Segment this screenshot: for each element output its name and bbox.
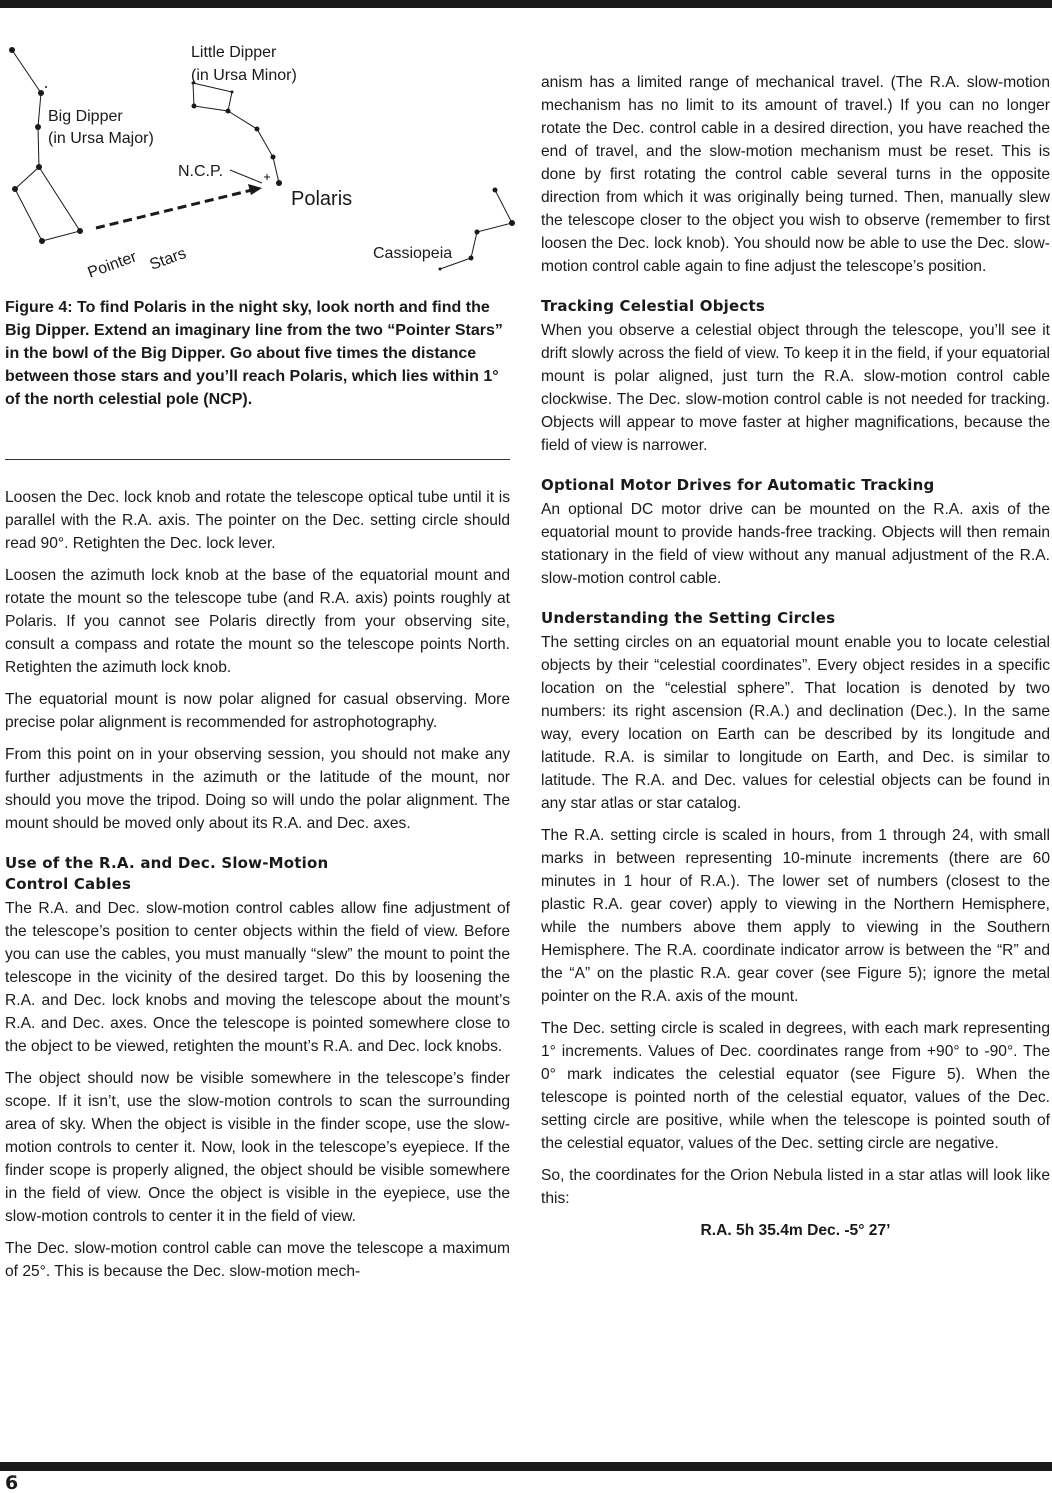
right-column — [541, 71, 1050, 1242]
heading-line-2: Control Cables — [5, 875, 132, 893]
label-little-dipper: Little Dipper — [191, 44, 277, 61]
paragraph: Loosen the azimuth lock knob at the base of the equatorial mount and rotate the mount so the telescope tube (and R.A. axis) points roughly at Polaris. If you cannot see Polaris directly from your observing site, consult a compass and rotate the mount so the telescope points North. Retighten the azimuth lock knob. — [5, 567, 510, 676]
paragraph: The Dec. slow-motion control cable can move the telescope a maximum of 25°. This is because the Dec. slow-motion mech- — [5, 1240, 510, 1280]
paragraph: The setting circles on an equatorial mount enable you to locate celestial objects by their “celestial coordinates”. Every object resides in a specific location on the “celestial sphere”. That location is denoted by two numbers: its right ascension (R.A.) and declination (Dec.). In the same way, every location on Earth can be described by its longitude and latitude. R.A. is similar to longitude on Earth, and Dec. is similar to latitude. The R.A. and Dec. values for celestial objects can be found in any star atlas or star catalog. — [541, 634, 1050, 812]
paragraph: The R.A. and Dec. slow-motion control cables allow fine adjustment of the telescope’s position to center objects within the field of view. Before you can use the cables, you must manually “slew” the mount to point the telescope in the vicinity of the desired target. Do this by loosening the R.A. and Dec. lock knobs and moving the telescope about the mount’s R.A. and Dec. axes. Once the telescope is pointed somewhere close to the object to be viewed, retighten the mount’s R.A. and Dec. lock knobs. — [5, 900, 510, 1055]
page-number: 6 — [5, 1472, 19, 1493]
label-pointer: Pointer — [85, 248, 140, 282]
paragraph: anism has a limited range of mechanical travel. (The R.A. slow-motion mechanism has no limit to its amount of travel.) If you can no longer rotate the Dec. control cable in a desired direction, you have reached the end of travel, and the slow-motion mechanism must be reset. This is done by first rotating the control cable several turns in the opposite direction from which it was originally being turned. Then, manually slew the telescope closer to the object you wish to observe (remember to first loosen the Dec. lock knob). You should now be able to use the Dec. slow-motion control cable again to fine adjust the telescope’s position. — [541, 74, 1050, 275]
label-polaris: Polaris — [291, 188, 353, 210]
section-heading-slow-motion — [5, 853, 510, 895]
paragraph: The Dec. setting circle is scaled in degrees, with each mark representing 1° increments. Values of Dec. coordinates range from +90° to -90°. The 0° mark indicates the celestial equator (see Figure 5). When the telescope is pointed north of the celestial equator, values of the Dec. setting circle are positive, while when the telescope is pointed south of the celestial equator, values of the Dec. setting circle are negative. — [541, 1020, 1050, 1152]
orion-coordinates: R.A. 5h 35.4m Dec. -5° 27’ — [700, 1222, 891, 1239]
arrow-head — [248, 184, 262, 195]
label-cassiopeia: Cassiopeia — [373, 245, 453, 262]
label-ursa-major: (in Ursa Major) — [48, 130, 154, 147]
little-dipper-lines — [193, 83, 232, 111]
divider — [5, 459, 510, 460]
label-stars: Stars — [147, 245, 189, 274]
paragraph: From this point on in your observing session, you should not make any further adjustments in the azimuth or the latitude of the mount, nor should you move the tripod. Doing so will undo the polar alignment. The mount should be moved only about its R.A. and Dec. axes. — [5, 746, 510, 832]
paragraph: The R.A. setting circle is scaled in hours, from 1 through 24, with small marks in between representing 10-minute increments (there are 60 minutes in 1 hour of R.A.). The lower set of numbers (closest to the plastic R.A. gear cover) apply to viewing in the Northern Hemisphere, while the numbers above them apply to viewing in the Southern Hemisphere. The R.A. coordinate indicator arrow is between the “R” and the “A” on the plastic R.A. gear cover (see Figure 5); ignore the metal pointer on the R.A. axis of the mount. — [541, 827, 1050, 1005]
bottom-rule-bar — [0, 1462, 1052, 1471]
label-ursa-minor: (in Ursa Minor) — [191, 67, 297, 84]
pointer-dashed-arrow — [96, 190, 252, 228]
paragraph: The equatorial mount is now polar aligned for casual observing. More precise polar alignment is recommended for astrophotography. — [5, 691, 510, 731]
paragraph: So, the coordinates for the Orion Nebula listed in a star atlas will look like this: — [541, 1167, 1050, 1207]
section-heading-motor-drives: Optional Motor Drives for Automatic Tracking — [541, 476, 935, 494]
label-big-dipper: Big Dipper — [48, 108, 123, 125]
left-column — [5, 486, 510, 1292]
paragraph: An optional DC motor drive can be mounted on the R.A. axis of the equatorial mount to provide hands-free tracking. Objects will then remain stationary in the field of view without any manual adjustment of the R.A. slow-motion control cable. — [541, 501, 1050, 587]
paragraph: The object should now be visible somewhere in the telescope’s finder scope. If it isn’t, use the slow-motion controls to scan the surrounding area of sky. When the object is visible in the finder scope, use the slow-motion controls to center it. Now, look in the telescope’s eyepiece. If the finder scope is properly aligned, the object should be visible somewhere in the field of view. Once the object is visible in the eyepiece, use the slow-motion controls to center it in the field of view. — [5, 1070, 510, 1225]
figure-caption: Figure 4: To find Polaris in the night sky, look north and find the Big Dipper. Extend an imaginary line from the two “Pointer Stars” in the bowl of the Big Dipper. Go about five times the distance between those stars and you’ll reach Polaris, which lies within 1° of the north celestial pole (NCP). — [5, 299, 503, 408]
paragraph: When you observe a celestial object through the telescope, you’ll see it drift slowly across the field of view. To keep it in the field, if your equatorial mount is polar aligned, just turn the R.A. slow-motion control cable clockwise. The Dec. slow-motion control cable is not needed for tracking. Objects will appear to move faster at higher magnifications, because the field of view is narrower. — [541, 322, 1050, 454]
paragraph: Loosen the Dec. lock knob and rotate the telescope optical tube until it is parallel with the R.A. axis. The pointer on the Dec. setting circle should read 90°. Retighten the Dec. lock lever. — [5, 489, 510, 552]
heading-line-1: Use of the R.A. and Dec. Slow-Motion — [5, 854, 329, 872]
section-heading-tracking: Tracking Celestial Objects — [541, 297, 765, 315]
section-heading-setting-circles: Understanding the Setting Circles — [541, 609, 836, 627]
label-ncp: N.C.P. — [178, 163, 224, 180]
top-rule-bar — [0, 0, 1052, 8]
polaris-star-chart — [0, 30, 530, 290]
